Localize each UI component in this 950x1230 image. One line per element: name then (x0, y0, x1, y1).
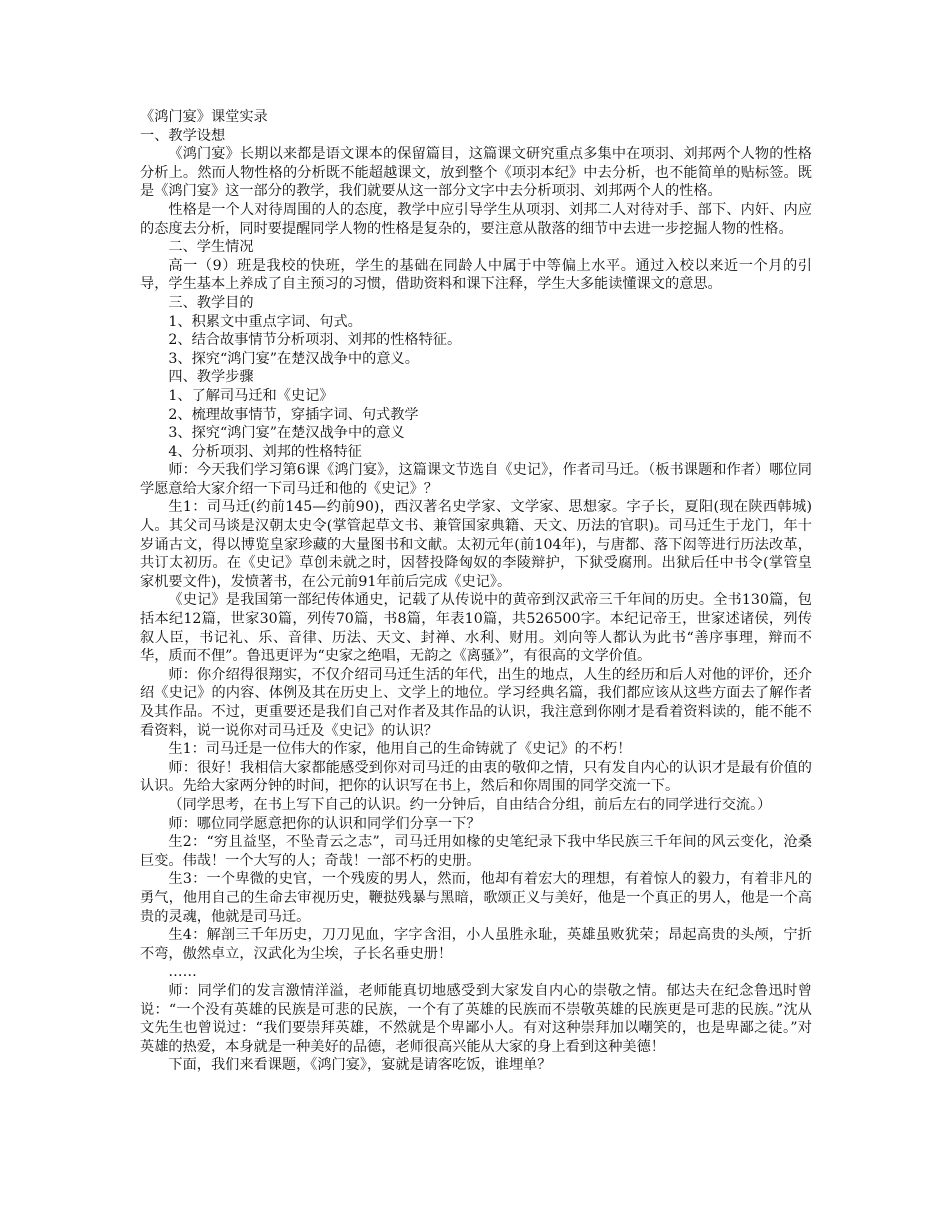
paragraph: 师：你介绍得很翔实，不仅介绍司马迁生活的年代，出生的地点，人生的经历和后人对他的评价，还介绍《史记》的内容、体例及其在历史上、文学上的地位。学习经典名篇，我们都应该从这些方面去了解作者及其作品。不过，更重要还是我们自己对作者及其作品的认识，我注意到你刚才是看着资料读的，能不能不看资料，说一说你对司马迁及《史记》的认识？ (140, 666, 812, 739)
paragraph: 师：哪位同学愿意把你的认识和同学们分享一下？ (168, 815, 481, 832)
paragraph: （同学思考，在书上写下自己的认识。约一分钟后，自由结合分组，前后左右的同学进行交流。） (168, 796, 772, 813)
paragraph: 生1：司马迁是一位伟大的作家，他用自己的生命铸就了《史记》的不朽！ (168, 741, 632, 758)
paragraph: 2、梳理故事情节，穿插字词、句式教学 (168, 406, 419, 423)
paragraph: 生1：司马迁(约前145—约前90)，西汉著名史学家、文学家、思想家。字子长，夏阳(现在陕西韩城)人。其父司马谈是汉朝太史令(掌管起草文书、兼管国家典籍、天文、历法的官职)。司马迁生于龙门，年十岁诵古文，得以博览皇家珍藏的大量图书和文献。太初元年(前104年)，与唐都、落下闳等进行历法改革，共订太初历。在《史记》草创未就之时，因替投降匈奴的李陵辩护，下狱受腐刑。出狱后任中书令(掌管皇家机要文件)，发愤著书，在公元前91年前后完成《史记》。 (140, 499, 812, 590)
paragraph: 高一（9）班是我校的快班，学生的基础在同龄人中属于中等偏上水平。通过入校以来近一个月的引导，学生基本上养成了自主预习的习惯，借助资料和课下注释，学生大多能读懂课文的意思。 (140, 257, 812, 293)
paragraph: 师：同学们的发言激情洋溢，老师能真切地感受到大家发自内心的崇敬之情。郁达夫在纪念鲁迅时曾说：“一个没有英雄的民族是可悲的民族，一个有了英雄的民族而不崇敬英雄的民族更是可悲的民族。”沈从文先生也曾说过：“我们要崇拜英雄，不然就是个卑鄙小人。有对这种崇拜加以嘲笑的，也是卑鄙之徒。”对英雄的热爱，本身就是一种美好的品德，老师很高兴能从大家的身上看到这种美德！ (140, 982, 812, 1055)
paragraph: 生2：“穷且益坚，不坠青云之志”，司马迁用如椽的史笔纪录下我中华民族三千年间的风云变化，沧桑巨变。伟哉！一个大写的人；奇哉！一部不朽的史册。 (140, 834, 812, 869)
document-body (140, 127, 812, 1075)
paragraph: 《鸿门宴》长期以来都是语文课本的保留篇目，这篇课文研究重点多集中在项羽、刘邦两个人物的性格分析上。然而人物性格的分析既不能超越课文，放到整个《项羽本纪》中去分析，也不能简单的贴标签。既是《鸿门宴》这一部分的教学，我们就要从这一部分文字中去分析项羽、刘邦两个人的性格。 (140, 146, 812, 200)
paragraph: 师：今天我们学习第6课《鸿门宴》，这篇课文节选自《史记》，作者司马迁。（板书课题和作者）哪位同学愿意给大家介绍一下司马迁和他的《史记》？ (140, 462, 812, 497)
paragraph: …… (168, 964, 197, 981)
paragraph: 一、教学设想 (140, 127, 226, 144)
paragraph: 1、积累文中重点字词、句式。 (168, 313, 362, 330)
paragraph: 《史记》是我国第一部纪传体通史，记载了从传说中的黄帝到汉武帝三千年间的历史。全书130篇，包括本纪12篇，世家30篇，列传70篇，书8篇，年表10篇，共526500字。本纪记帝王，世家述诸侯，列传叙人臣，书记礼、乐、音律、历法、天文、封禅、水利、财用。刘向等人都认为此书“善序事理，辩而不华，质而不俚”。鲁迅更评为“史家之绝唱，无韵之《离骚》”，有很高的文学价值。 (140, 592, 812, 665)
paragraph: 二、学生情况 (168, 239, 254, 256)
paragraph: 1、了解司马迁和《史记》 (168, 387, 334, 404)
paragraph: 3、探究“鸿门宴”在楚汉战争中的意义 (168, 425, 405, 442)
paragraph: 三、教学目的 (168, 294, 254, 311)
paragraph: 生3：一个卑微的史官，一个残废的男人，然而，他却有着宏大的理想，有着惊人的毅力，有着非凡的勇气，他用自己的生命去审视历史，鞭挞残暴与黑暗，歌颂正义与美好，他是一个真正的男人，他是一个高贵的灵魂，他就是司马迁。 (140, 871, 812, 925)
paragraph: 性格是一个人对待周围的人的态度，教学中应引导学生从项羽、刘邦二人对待对手、部下、内奸、内应的态度去分析，同时要提醒同学人物的性格是复杂的，要注意从散落的细节中去进一步挖掘人物的性格。 (140, 201, 812, 237)
paragraph: 2、结合故事情节分析项羽、刘邦的性格特征。 (168, 332, 462, 349)
paragraph: 3、探究“鸿门宴”在楚汉战争中的意义。 (168, 350, 419, 367)
paragraph: 下面，我们来看课题，《鸿门宴》，宴就是请客吃饭，谁埋单？ (168, 1057, 552, 1074)
paragraph: 生4：解剖三千年历史，刀刀见血，字字含泪，小人虽胜永耻，英雄虽败犹荣；昂起高贵的头颅，宁折不弯，傲然卓立，汉武化为尘埃，子长名垂史册！ (140, 927, 812, 962)
document-page (140, 108, 812, 1075)
document-title: 《鸿门宴》课堂实录 (140, 109, 268, 125)
paragraph: 师：很好！我相信大家都能感受到你对司马迁的由衷的敬仰之情，只有发自内心的认识才是最有价值的认识。先给大家两分钟的时间，把你的认识写在书上，然后和你周围的同学交流一下。 (140, 759, 812, 795)
paragraph: 4、分析项羽、刘邦的性格特征 (168, 443, 362, 460)
paragraph: 四、教学步骤 (168, 369, 254, 386)
